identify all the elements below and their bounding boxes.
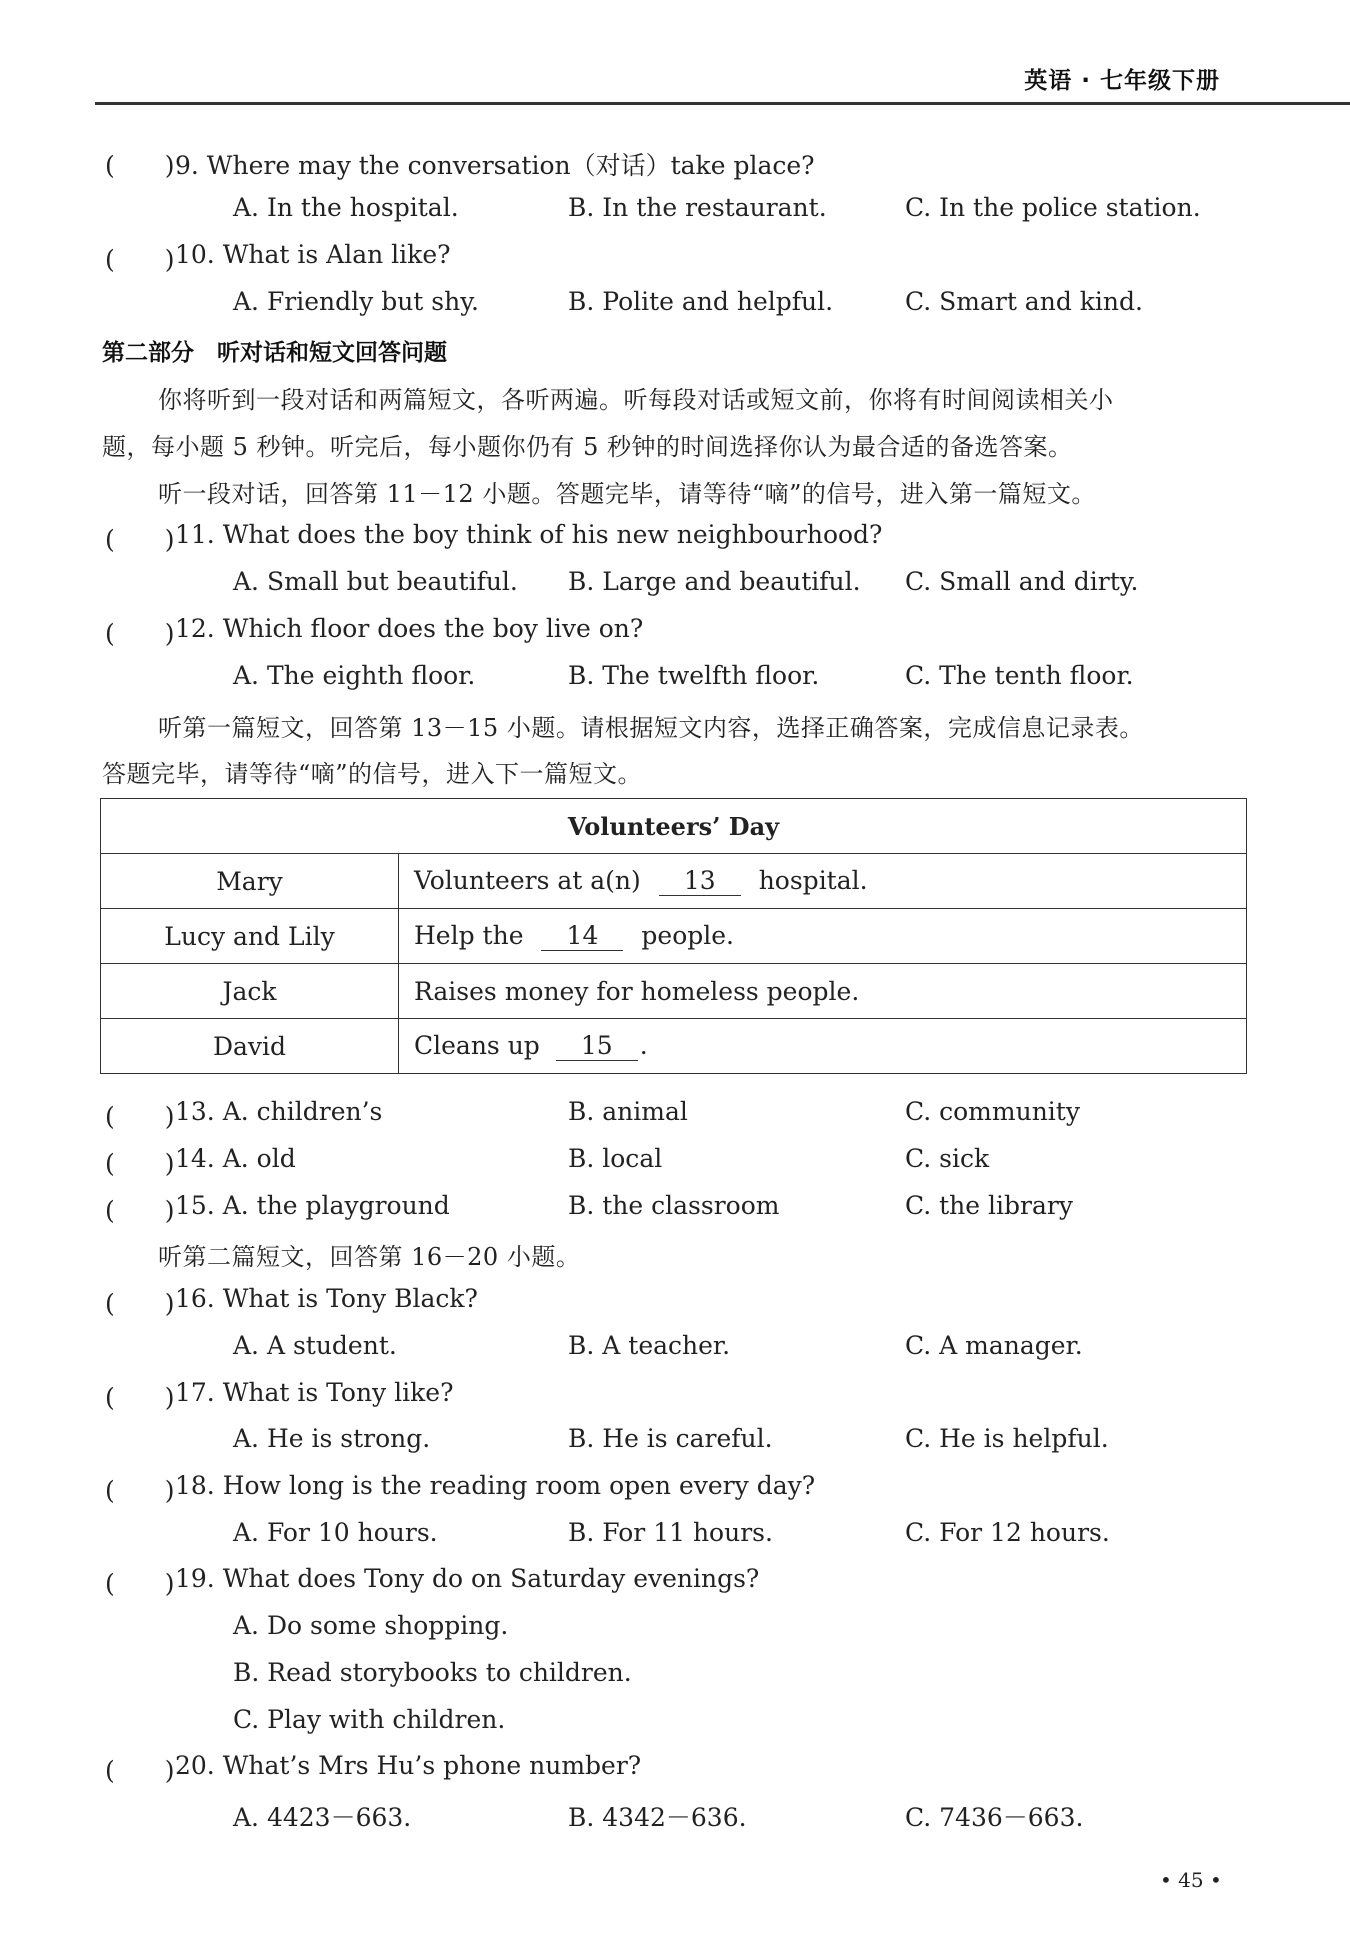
q15-option-a[interactable]: 15. A. the playground [175,1191,450,1220]
question-12: 12. Which floor does the boy live on? [175,614,644,643]
blank-15[interactable]: 15 [556,1032,638,1061]
q12-option-a[interactable]: A. The eighth floor. [233,661,476,690]
q20-option-b[interactable]: B. 4342－636. [568,1803,747,1832]
table-cell-desc [399,964,1247,1019]
q18-option-c[interactable]: C. For 12 hours. [905,1518,1110,1547]
question-17: 17. What is Tony like? [175,1378,454,1407]
table-cell-name: Lucy and Lily [101,909,399,964]
q19-option-a[interactable]: A. Do some shopping. [233,1611,509,1640]
answer-paren[interactable]: ( ) [105,1289,175,1318]
desc-before: Cleans up [414,1031,540,1061]
q11-option-c[interactable]: C. Small and dirty. [905,567,1139,596]
desc-before: Raises money for homeless people. [414,976,860,1006]
q13-option-b[interactable]: B. animal [568,1097,688,1126]
q12-option-c[interactable]: C. The tenth floor. [905,661,1134,690]
table-cell-desc [399,854,1247,909]
answer-paren[interactable]: ( ) [105,1149,175,1178]
passage2-instruction: 听第二篇短文，回答第 16－20 小题。 [158,1243,581,1271]
answer-paren[interactable]: ( ) [105,1383,175,1412]
table-cell-name: David [101,1019,399,1074]
q9-option-b[interactable]: B. In the restaurant. [568,193,827,222]
table-cell-desc [399,1019,1247,1074]
q9-option-c[interactable]: C. In the police station. [905,193,1201,222]
q14-option-a[interactable]: 14. A. old [175,1144,296,1173]
q10-option-a[interactable]: A. Friendly but shy. [233,287,479,316]
q13-option-a[interactable]: 13. A. children’s [175,1097,383,1126]
page-number: • 45 • [1160,1868,1222,1892]
answer-paren[interactable]: ( ) [105,1476,175,1505]
q12-option-b[interactable]: B. The twelfth floor. [568,661,820,690]
passage1-instruction-1: 听第一篇短文，回答第 13－15 小题。请根据短文内容，选择正确答案，完成信息记录表。 [158,714,1144,742]
q18-option-b[interactable]: B. For 11 hours. [568,1518,773,1547]
q11-option-b[interactable]: B. Large and beautiful. [568,567,861,596]
blank-14[interactable]: 14 [541,922,623,951]
q16-option-b[interactable]: B. A teacher. [568,1331,731,1360]
q19-option-c[interactable]: C. Play with children. [233,1705,506,1734]
q10-option-c[interactable]: C. Smart and kind. [905,287,1143,316]
question-20: 20. What’s Mrs Hu’s phone number? [175,1751,642,1780]
question-18: 18. How long is the reading room open every day? [175,1471,816,1500]
desc-after: people. [641,921,734,951]
q14-option-b[interactable]: B. local [568,1144,663,1173]
q13-option-c[interactable]: C. community [905,1097,1080,1126]
question-16: 16. What is Tony Black? [175,1284,478,1313]
table-cell-name: Mary [101,854,399,909]
q14-option-c[interactable]: C. sick [905,1144,990,1173]
q17-option-c[interactable]: C. He is helpful. [905,1424,1109,1453]
answer-paren[interactable]: ( ) [105,619,175,648]
q10-option-b[interactable]: B. Polite and helpful. [568,287,834,316]
answer-paren[interactable]: ( ) [105,1756,175,1785]
question-10: 10. What is Alan like? [175,240,451,269]
table-row [101,854,1247,909]
q15-option-b[interactable]: B. the classroom [568,1191,780,1220]
intro-line-2: 题，每小题 5 秒钟。听完后，每小题你仍有 5 秒钟的时间选择你认为最合适的备选答案。 [102,433,1073,461]
passage1-instruction-2: 答题完毕，请等待“嘀”的信号，进入下一篇短文。 [102,760,643,788]
question-9: 9. Where may the conversation（对话）take place? [175,151,815,180]
answer-paren[interactable]: ( ) [105,1102,175,1131]
question-19: 19. What does Tony do on Saturday evenings? [175,1564,760,1593]
answer-paren[interactable]: ( ) [105,1196,175,1225]
desc-after: . [639,1031,648,1061]
table-row [101,909,1247,964]
intro-line-1: 你将听到一段对话和两篇短文，各听两遍。听每段对话或短文前，你将有时间阅读相关小 [158,386,1114,414]
answer-paren[interactable]: ( ) [105,245,175,274]
blank-13[interactable]: 13 [659,867,741,896]
table-cell-name: Jack [101,964,399,1019]
answer-paren[interactable]: ( ) [105,525,175,554]
table-row [101,1019,1247,1074]
table-title: Volunteers’ Day [101,799,1247,854]
desc-after: hospital. [758,866,868,896]
header-rule [95,102,1350,105]
q19-option-b[interactable]: B. Read storybooks to children. [233,1658,632,1687]
question-11: 11. What does the boy think of his new neighbourhood? [175,520,883,549]
q16-option-a[interactable]: A. A student. [233,1331,397,1360]
q16-option-c[interactable]: C. A manager. [905,1331,1083,1360]
q9-option-a[interactable]: A. In the hospital. [233,193,459,222]
table-row [101,964,1247,1019]
dialogue-instruction: 听一段对话，回答第 11－12 小题。答题完毕，请等待“嘀”的信号，进入第一篇短文。 [158,480,1096,508]
q15-option-c[interactable]: C. the library [905,1191,1073,1220]
q11-option-a[interactable]: A. Small but beautiful. [233,567,518,596]
q18-option-a[interactable]: A. For 10 hours. [233,1518,438,1547]
desc-before: Volunteers at a(n) [414,866,641,896]
q17-option-a[interactable]: A. He is strong. [233,1424,431,1453]
q20-option-a[interactable]: A. 4423－663. [233,1803,412,1832]
answer-paren[interactable]: ( ) [105,1569,175,1598]
q20-option-c[interactable]: C. 7436－663. [905,1803,1084,1832]
q17-option-b[interactable]: B. He is careful. [568,1424,773,1453]
volunteers-day-table [100,798,1247,1074]
header-title: 英语 · 七年级下册 [1024,68,1220,94]
answer-paren[interactable]: ( ) [105,151,175,180]
section-title-part2: 第二部分 听对话和短文回答问题 [102,340,447,366]
desc-before: Help the [414,921,524,951]
table-cell-desc [399,909,1247,964]
